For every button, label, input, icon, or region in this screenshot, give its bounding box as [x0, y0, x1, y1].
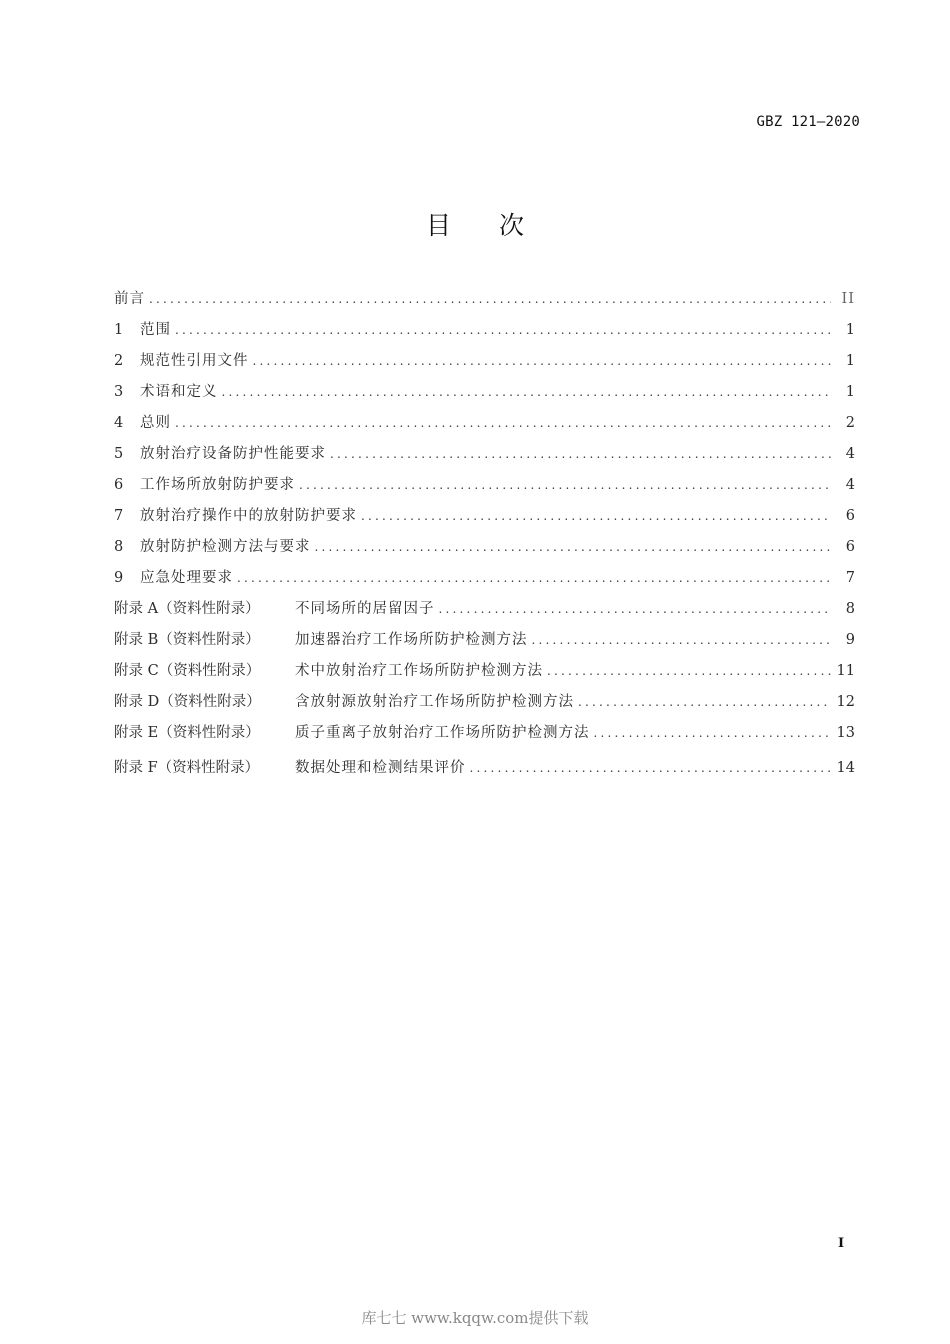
appendix-title: 含放射源放射治疗工作场所防护检测方法	[295, 694, 574, 710]
toc-entry-page: 1	[845, 353, 855, 369]
page-title-char-1: 目	[425, 211, 451, 240]
footer-page-number: I	[838, 1236, 845, 1251]
toc-entry-4[interactable]	[114, 410, 855, 441]
toc-entry-number: 2	[114, 353, 124, 369]
toc-appendix-c[interactable]	[114, 658, 855, 689]
appendix-page: 8	[845, 601, 855, 617]
toc-entry-page: 6	[845, 539, 855, 555]
toc-appendix-a[interactable]	[114, 596, 855, 627]
dot-leader	[330, 441, 831, 467]
toc-appendix-b[interactable]	[114, 627, 855, 658]
appendix-label: 附录 F（资料性附录）	[114, 760, 260, 776]
dot-leader	[578, 689, 831, 715]
toc-entry-page: 1	[845, 322, 855, 338]
watermark-text: 库七七 www.kqqw.com提供下载	[361, 1309, 589, 1327]
dot-leader	[149, 286, 831, 312]
toc-entry-page: 6	[845, 508, 855, 524]
toc-appendix-d[interactable]	[114, 689, 855, 720]
toc-entry-number: 4	[114, 415, 124, 431]
toc-entry-8[interactable]	[114, 534, 855, 565]
appendix-page: 13	[836, 725, 855, 741]
appendix-label: 附录 A（资料性附录）	[114, 601, 260, 617]
dot-leader	[361, 503, 831, 529]
dot-leader	[237, 565, 831, 591]
toc-entry-number: 9	[114, 570, 124, 586]
toc-entry-foreword[interactable]	[114, 286, 855, 317]
appendix-page: 12	[836, 694, 855, 710]
toc-entry-title: 工作场所放射防护要求	[140, 477, 295, 493]
appendix-page: 11	[836, 663, 855, 679]
dot-leader	[222, 379, 832, 405]
toc-entry-number: 6	[114, 477, 124, 493]
dot-leader	[594, 720, 831, 746]
appendix-label: 附录 E（资料性附录）	[114, 725, 260, 741]
dot-leader	[175, 410, 831, 436]
toc-entry-6[interactable]	[114, 472, 855, 503]
toc-entry-page: 4	[845, 477, 855, 493]
toc-entry-7[interactable]	[114, 503, 855, 534]
dot-leader	[175, 317, 831, 343]
dot-leader	[315, 534, 832, 560]
page-title	[0, 206, 950, 242]
dot-leader	[439, 596, 832, 622]
toc-entry-title: 总则	[140, 415, 171, 431]
appendix-title: 质子重离子放射治疗工作场所防护检测方法	[295, 725, 590, 741]
table-of-contents	[114, 286, 855, 786]
appendix-label: 附录 D（资料性附录）	[114, 694, 261, 710]
toc-entry-title: 放射防护检测方法与要求	[140, 539, 311, 555]
toc-entry-page: 7	[845, 570, 855, 586]
toc-entry-3[interactable]	[114, 379, 855, 410]
appendix-label: 附录 B（资料性附录）	[114, 632, 260, 648]
toc-entry-number: 8	[114, 539, 124, 555]
toc-entry-title: 术语和定义	[140, 384, 218, 400]
dot-leader	[470, 755, 831, 781]
dot-leader	[253, 348, 832, 374]
dot-leader	[547, 658, 831, 684]
dot-leader	[299, 472, 831, 498]
appendix-title: 加速器治疗工作场所防护检测方法	[295, 632, 528, 648]
appendix-label: 附录 C（资料性附录）	[114, 663, 261, 679]
appendix-title: 不同场所的居留因子	[295, 601, 435, 617]
toc-entry-title: 规范性引用文件	[140, 353, 249, 369]
toc-entry-title: 放射治疗设备防护性能要求	[140, 446, 326, 462]
toc-entry-2[interactable]	[114, 348, 855, 379]
toc-entry-title: 应急处理要求	[140, 570, 233, 586]
toc-entry-5[interactable]	[114, 441, 855, 472]
appendix-title: 数据处理和检测结果评价	[295, 760, 466, 776]
toc-entry-page: 4	[845, 446, 855, 462]
page-title-char-2: 次	[499, 211, 525, 240]
appendix-page: 9	[845, 632, 855, 648]
toc-entry-number: 5	[114, 446, 124, 462]
toc-entry-1[interactable]	[114, 317, 855, 348]
appendix-title: 术中放射治疗工作场所防护检测方法	[295, 663, 543, 679]
toc-entry-page: 1	[845, 384, 855, 400]
toc-appendix-e[interactable]	[114, 720, 855, 751]
toc-entry-title: 前言	[114, 291, 145, 307]
toc-entry-title: 放射治疗操作中的放射防护要求	[140, 508, 357, 524]
toc-entry-number: 7	[114, 508, 124, 524]
toc-entry-page: II	[841, 291, 855, 307]
toc-entry-title: 范围	[140, 322, 171, 338]
appendix-page: 14	[836, 760, 855, 776]
toc-appendix-f[interactable]	[114, 755, 855, 786]
standard-code: GBZ 121—2020	[756, 114, 860, 130]
toc-entry-number: 1	[114, 322, 124, 338]
toc-entry-page: 2	[845, 415, 855, 431]
dot-leader	[532, 627, 832, 653]
toc-entry-number: 3	[114, 384, 124, 400]
toc-entry-9[interactable]	[114, 565, 855, 596]
